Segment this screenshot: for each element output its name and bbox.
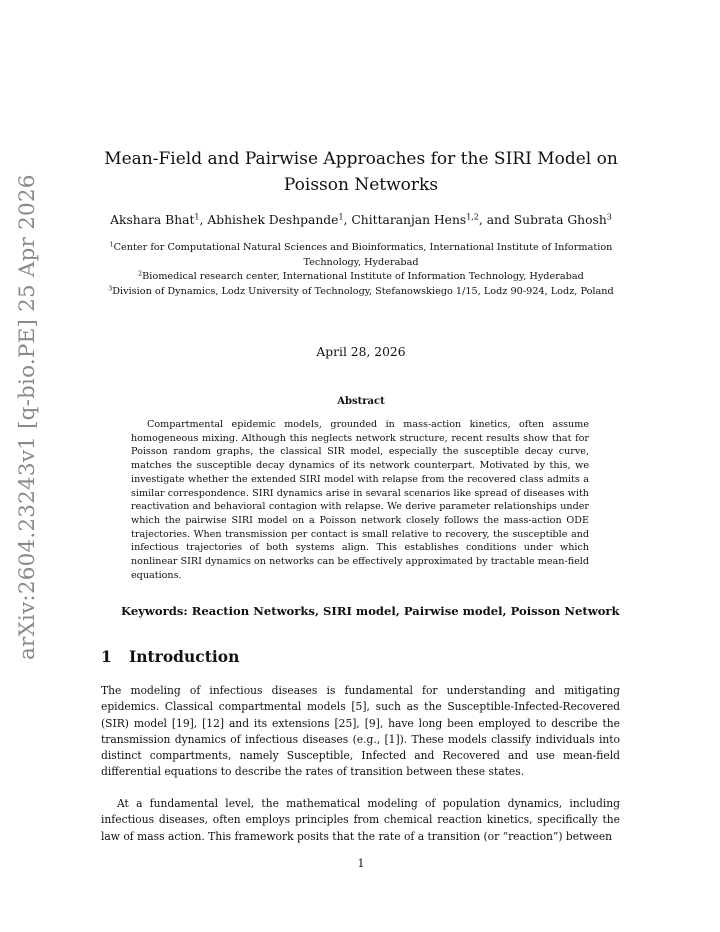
arxiv-stamp: arXiv:2604.23243v1 [q-bio.PE] 25 Apr 2026 <box>15 174 40 660</box>
author: Chittaranjan Hens$^{1,2}$, and <box>351 212 514 227</box>
affiliation: $^1$Center for Computational Natural Sciences and Bioinformatics, International Institute of Information Technology, Hyderabad <box>109 241 613 268</box>
section-heading <box>101 647 621 666</box>
affiliation: $^2$Biomedical research center, International Institute of Information Technology, Hyderabad <box>138 270 584 282</box>
author-list <box>101 211 621 229</box>
keywords: Keywords: Reaction Networks, SIRI model, Pairwise model, Poisson Network <box>121 604 620 618</box>
section-title: Introduction <box>129 647 240 666</box>
abstract-body: Compartmental epidemic models, grounded in mass-action kinetics, often assume homogeneous mixing. Although this neglects network structure, recent results show that for Poisson random graphs, the classical SIR model, especially the susceptible decay curve, matches the susceptible decay dynamics of its network counterpart. Motivated by this, we investigate whether the extended SIRI model with relapse from the recovered class admits a similar correspondence. SIRI dynamics arise in sevaral scenarios like spread of diseases with reactivation and behavioral contagion with relapse. We derive parameter relationships under which the pairwise SIRI model on a Poisson network closely follows the mass-action ODE trajectories. When transmission per contact is small relative to recovery, the susceptible and infectious trajectories of both systems align. This establishes conditions under which nonlinear SIRI dynamics on networks can be effectively approximated by tractable mean-field equations. <box>131 419 589 581</box>
abstract-heading: Abstract <box>337 396 385 407</box>
section-number: 1 <box>101 647 112 666</box>
author: Subrata Ghosh$^3$ <box>513 212 612 227</box>
author: Abhishek Deshpande$^1$, <box>207 212 352 227</box>
affiliation-list <box>101 241 621 299</box>
paper-date: April 28, 2026 <box>316 345 406 359</box>
author: Akshara Bhat$^1$, <box>110 212 208 227</box>
affiliation: $^3$Division of Dynamics, Lodz University of Technology, Stefanowskiego 1/15, Lodz 90-924, Lodz, Poland <box>108 285 614 297</box>
paper-title: Mean-Field and Pairwise Approaches for the SIRI Model on Poisson Networks <box>104 149 618 195</box>
page-number: 1 <box>357 857 365 870</box>
body-paragraph: The modeling of infectious diseases is fundamental for understanding and mitigating epidemics. Classical compartmental models [5], such as the Susceptible-Infected-Recovered (SIR) model [19], [12] and its extensions [25], [9], have long been employed to describe the transmission dynamics of infectious diseases (e.g., [1]). These models classify individuals into distinct compartments, namely Susceptible, Infected and Recovered and use mean-field differential equations to describe the rates of transition between these states. <box>101 684 620 779</box>
body-paragraph: At a fundamental level, the mathematical modeling of population dynamics, including infectious diseases, often employs principles from chemical reaction kinetics, specifically the law of mass action. This framework posits that the rate of a transition (or “reaction”) between <box>101 797 620 843</box>
